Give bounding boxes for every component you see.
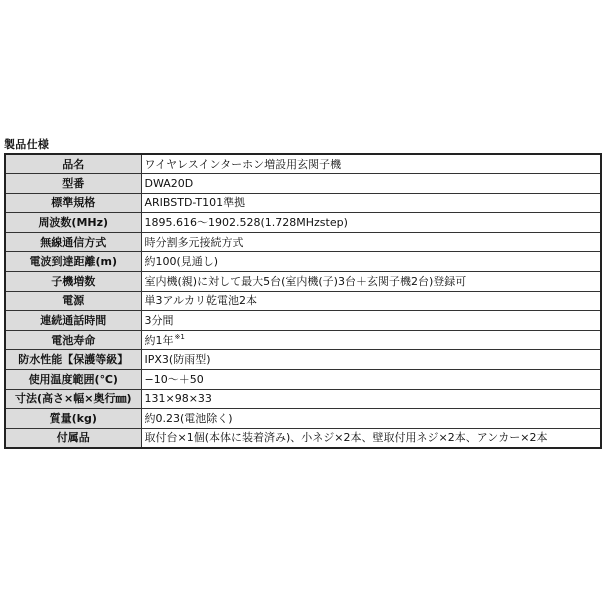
spec-row-frequency [5, 213, 601, 233]
spec-value: 1895.616〜1902.528(1.728MHzstep) [141, 213, 601, 233]
spec-value: 時分割多元接続方式 [141, 232, 601, 252]
spec-value: 約100(見通し) [141, 252, 601, 272]
spec-row-unit-count [5, 272, 601, 292]
spec-value: IPX3(防雨型) [141, 350, 601, 370]
spec-key: 子機増数 [5, 272, 141, 292]
spec-row-waterproof [5, 350, 601, 370]
spec-key: 品名 [5, 154, 141, 174]
spec-key: 連続通話時間 [5, 311, 141, 331]
spec-value: ARIBSTD-T101準拠 [141, 193, 601, 213]
spec-key: 使用温度範囲(℃) [5, 370, 141, 390]
spec-value: 単3アルカリ乾電池2本 [141, 291, 601, 311]
spec-key: 標準規格 [5, 193, 141, 213]
spec-key: 無線通信方式 [5, 232, 141, 252]
spec-key: 寸法(高さ×幅×奥行㎜) [5, 389, 141, 409]
spec-key: 付属品 [5, 428, 141, 448]
spec-value: DWA20D [141, 174, 601, 194]
spec-value: ワイヤレスインターホン増設用玄関子機 [141, 154, 601, 174]
spec-row-power [5, 291, 601, 311]
spec-row-range [5, 252, 601, 272]
spec-key: 電源 [5, 291, 141, 311]
spec-value: 取付台×1個(本体に装着済み)、小ネジ×2本、壁取付用ネジ×2本、アンカー×2本 [141, 428, 601, 448]
spec-key: 防水性能【保護等級】 [5, 350, 141, 370]
spec-row-battery-life [5, 330, 601, 350]
spec-row-product-name [5, 154, 601, 174]
spec-table [4, 153, 602, 449]
spec-key: 型番 [5, 174, 141, 194]
spec-key: 周波数(MHz) [5, 213, 141, 233]
spec-key: 電池寿命 [5, 330, 141, 350]
spec-row-weight [5, 409, 601, 429]
spec-value: 3分間 [141, 311, 601, 331]
spec-value: 室内機(親)に対して最大5台(室内機(子)3台＋玄関子機2台)登録可 [141, 272, 601, 292]
spec-value: −10〜＋50 [141, 370, 601, 390]
spec-value: 約0.23(電池除く) [141, 409, 601, 429]
spec-value: 131×98×33 [141, 389, 601, 409]
spec-row-model [5, 174, 601, 194]
spec-row-standard [5, 193, 601, 213]
spec-row-radio-method [5, 232, 601, 252]
spec-row-talk-time [5, 311, 601, 331]
spec-title: 製品仕様 [4, 138, 50, 151]
footnote-mark: ※1 [174, 332, 185, 341]
spec-row-dimensions [5, 389, 601, 409]
spec-row-accessories [5, 428, 601, 448]
spec-value-text: 約1年 [144, 333, 174, 347]
spec-key: 電波到達距離(m) [5, 252, 141, 272]
spec-row-temperature [5, 370, 601, 390]
spec-key: 質量(kg) [5, 409, 141, 429]
spec-value [141, 330, 601, 350]
